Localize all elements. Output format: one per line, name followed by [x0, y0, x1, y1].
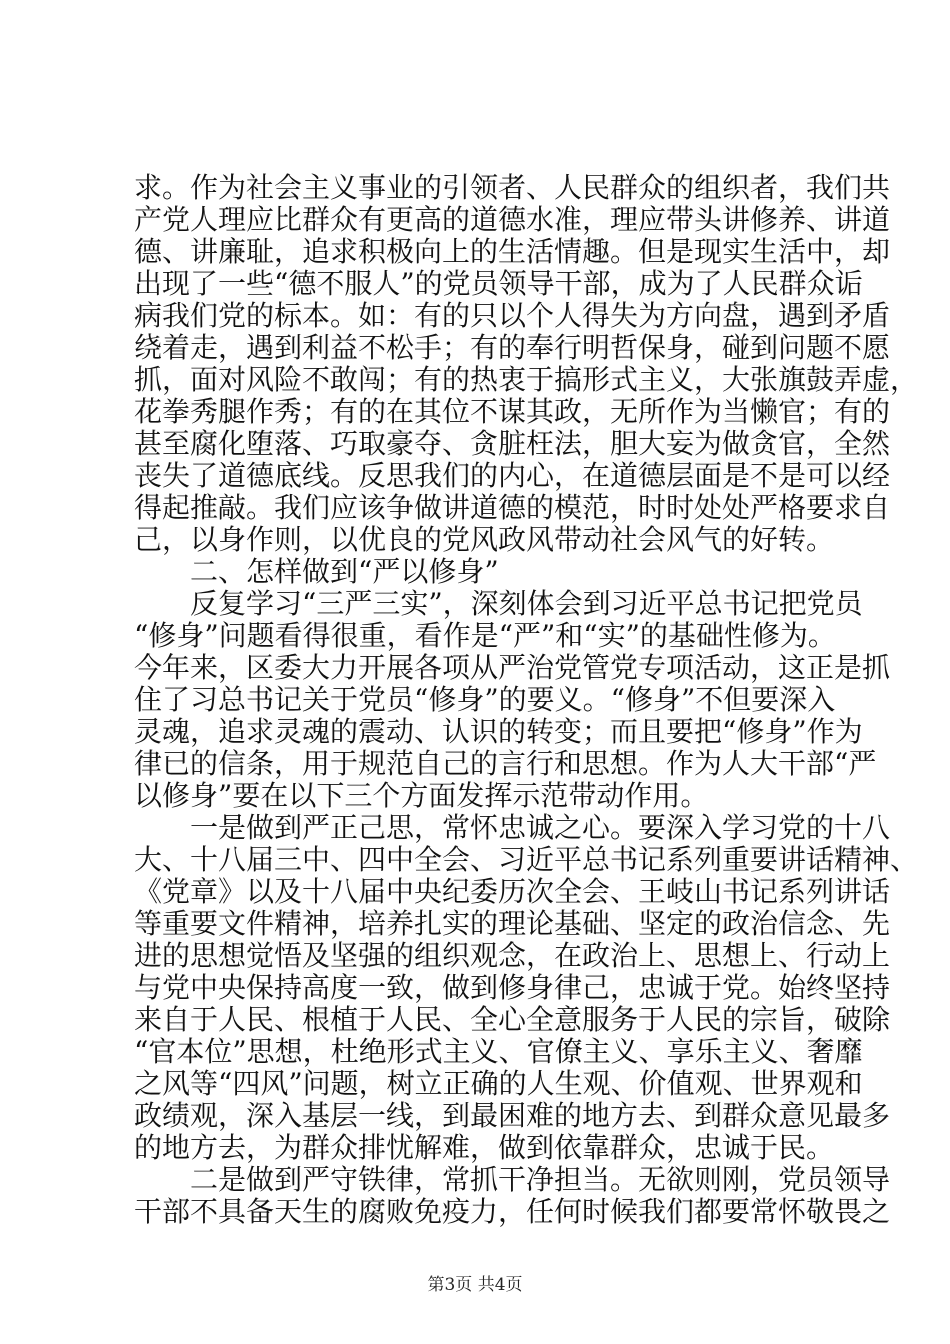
page-footer — [0, 1270, 950, 1295]
document-body — [134, 171, 919, 1228]
page-number-label: 第3页 共4页 — [427, 1275, 523, 1295]
text-line: 出现了一些“德不服人”的党员领导干部，成为了人民群众诟 — [134, 267, 863, 300]
text-line: 抓，面对风险不敢闯；有的热衷于搞形式主义，大张旗鼓弄虚， — [134, 363, 919, 396]
text-line: “修身”问题看得很重，看作是“严”和“实”的基础性修为。 — [134, 619, 836, 652]
text-line: 一是做到严正己思，常怀忠诚之心。要深入学习党的十八 — [190, 811, 891, 844]
text-line: 干部不具备天生的腐败免疫力，任何时候我们都要常怀敬畏之 — [134, 1195, 891, 1228]
text-line: 产党人理应比群众有更高的道德水准，理应带头讲修养、讲道 — [134, 203, 891, 236]
text-line: 德、讲廉耻，追求积极向上的生活情趣。但是现实生活中，却 — [134, 235, 891, 268]
text-line: 求。作为社会主义事业的引领者、人民群众的组织者，我们共 — [134, 171, 891, 204]
text-line: “官本位”思想，杜绝形式主义、官僚主义、享乐主义、奢靡 — [134, 1035, 863, 1068]
text-line: 花拳秀腿作秀；有的在其位不谋其政，无所作为当懒官；有的 — [134, 395, 891, 428]
text-line: 甚至腐化堕落、巧取豪夺、贪脏枉法，胆大妄为做贪官，全然 — [134, 427, 891, 460]
text-line: 住了习总书记关于党员“修身”的要义。“修身”不但要深入 — [134, 683, 836, 716]
section-heading: 二、怎样做到“严以修身” — [190, 555, 499, 588]
text-line: 反复学习“三严三实”，深刻体会到习近平总书记把党员 — [190, 587, 863, 620]
text-line: 病我们党的标本。如：有的只以个人得失为方向盘，遇到矛盾 — [134, 299, 891, 332]
text-line: 与党中央保持高度一致，做到修身律己，忠诚于党。始终坚持 — [134, 971, 891, 1004]
text-line: 律已的信条，用于规范自己的言行和思想。作为人大干部“严 — [134, 747, 877, 780]
text-line: 之风等“四风”问题，树立正确的人生观、价值观、世界观和 — [134, 1067, 863, 1100]
text-line: 丧失了道德底线。反思我们的内心，在道德层面是不是可以经 — [134, 459, 891, 492]
text-line: 二是做到严守铁律，常抓干净担当。无欲则刚，党员领导 — [190, 1163, 891, 1196]
text-line: 灵魂，追求灵魂的震动、认识的转变；而且要把“修身”作为 — [134, 715, 863, 748]
text-line: 进的思想觉悟及坚强的组织观念，在政治上、思想上、行动上 — [134, 939, 891, 972]
text-line: 大、十八届三中、四中全会、习近平总书记系列重要讲话精神、 — [134, 843, 919, 876]
text-line: 《党章》以及十八届中央纪委历次全会、王岐山书记系列讲话 — [134, 875, 891, 908]
text-line: 来自于人民、根植于人民、全心全意服务于人民的宗旨，破除 — [134, 1003, 891, 1036]
text-line: 今年来，区委大力开展各项从严治党管党专项活动，这正是抓 — [134, 651, 891, 684]
text-line: 的地方去，为群众排忧解难，做到依靠群众，忠诚于民。 — [134, 1131, 835, 1164]
text-line: 己，以身作则，以优良的党风政风带动社会风气的好转。 — [134, 523, 835, 556]
text-line: 等重要文件精神，培养扎实的理论基础、坚定的政治信念、先 — [134, 907, 891, 940]
text-line: 以修身”要在以下三个方面发挥示范带动作用。 — [134, 779, 709, 812]
text-line: 政绩观，深入基层一线，到最困难的地方去、到群众意见最多 — [134, 1099, 891, 1132]
text-line: 绕着走，遇到利益不松手；有的奉行明哲保身，碰到问题不愿 — [134, 331, 891, 364]
text-line: 得起推敲。我们应该争做讲道德的模范，时时处处严格要求自 — [134, 491, 891, 524]
